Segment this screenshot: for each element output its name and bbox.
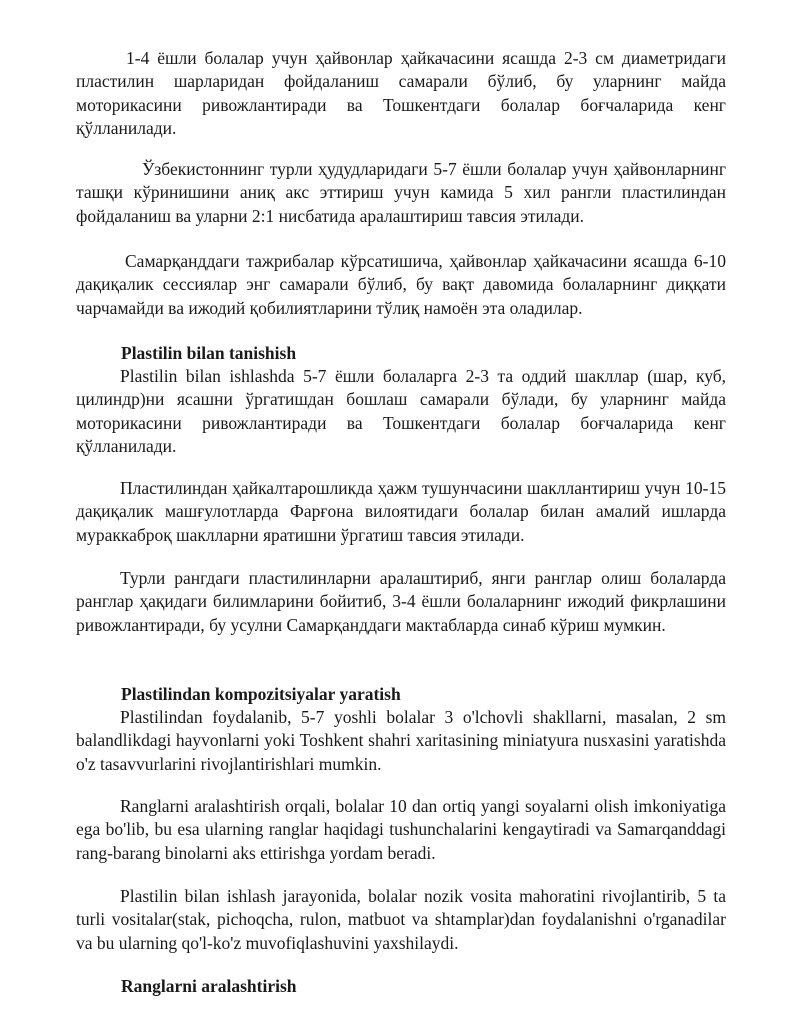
paragraph-7: Plastilindan foydalanib, 5-7 yoshli bolalar 3 o'lchovli shakllarni, masalan, 2 sm balandlikdagi hayvonlarni yoki Toshkent shahri xaritasining miniatyura nusxasini yaratishda o'z tasavvurlarini rivojlantirishlari mumkin. bbox=[76, 707, 726, 774]
section-heading-3: Ranglarni aralashtirish bbox=[121, 976, 297, 996]
section-heading-1: Plastilin bilan tanishish bbox=[121, 343, 297, 363]
paragraph-2: Ўзбекистоннинг турли ҳудудларидаги 5-7 ёшли болалар учун ҳайвонларнинг ташқи кўринишини аниқ акс эттириш учун камида 5 хил рангли пластилиндан фойдаланиш ва уларни 2:1 нисбатида аралаштириш тавсия этилади. bbox=[76, 159, 726, 226]
paragraph-8: Ranglarni aralashtirish orqali, bolalar 10 dan ortiq yangi soyalarni olish imkoniyatiga ega bo'lib, bu esa ularning ranglar haqidagi tushunchalarini kengaytiradi va Samarqanddagi rang-barang binolarni aks ettirishga yordam beradi. bbox=[76, 796, 726, 863]
paragraph-5: Пластилиндан ҳайкалтарошликда ҳажм тушунчасини шакллантириш учун 10-15 дақиқалик машғулотларда Фарғона вилоятидаги болалар билан амалий ишларда мураккаброқ шаклларни яратишни ўргатиш тавсия этилади. bbox=[76, 478, 726, 545]
paragraph-3: Самарқанддаги тажрибалар кўрсатишича, ҳайвонлар ҳайкачасини ясашда 6-10 дақиқалик сессиялар энг самарали бўлиб, бу вақт давомида болаларнинг диққати чарчамайди ва ижодий қобилиятларини тўлиқ намоён эта оладилар. bbox=[76, 251, 726, 318]
paragraph-9: Plastilin bilan ishlash jarayonida, bolalar nozik vosita mahoratini rivojlantirib, 5 ta turli vositalar(stak, pichoqcha, rulon, matbuot va shtamplar)dan foydalanishni o'rganadilar va bu ularning qo'l-ko'z muvofiqlashuvini yaxshilaydi. bbox=[76, 886, 726, 953]
paragraph-1: 1-4 ёшли болалар учун ҳайвонлар ҳайкачасини ясашда 2-3 см диаметридаги пластилин шарларидан фойдаланиш самарали бўлиб, бу уларнинг майда моторикасини ривожлантиради ва Тошкентдаги болалар боғчаларида кенг қўлланилади. bbox=[76, 48, 726, 139]
section-heading-2: Plastilindan kompozitsiyalar yaratish bbox=[121, 684, 401, 704]
paragraph-4: Plastilin bilan ishlashda 5-7 ёшли болаларга 2-3 та оддий шакллар (шар, куб, цилиндр)ни ясашни ўргатишдан бошлаш самарали бўлади, бу уларнинг майда моторикасини ривожлантиради ва Тошкентдаги болалар боғчаларида кенг қўлланилади. bbox=[76, 366, 726, 457]
paragraph-6: Турли рангдаги пластилинларни аралаштириб, янги ранглар олиш болаларда ранглар ҳақидаги билимларини бойитиб, 3-4 ёшли болаларнинг ижодий фикрлашини ривожлантиради, бу усулни Самарқанддаги мактабларда синаб кўриш мумкин. bbox=[76, 568, 726, 635]
